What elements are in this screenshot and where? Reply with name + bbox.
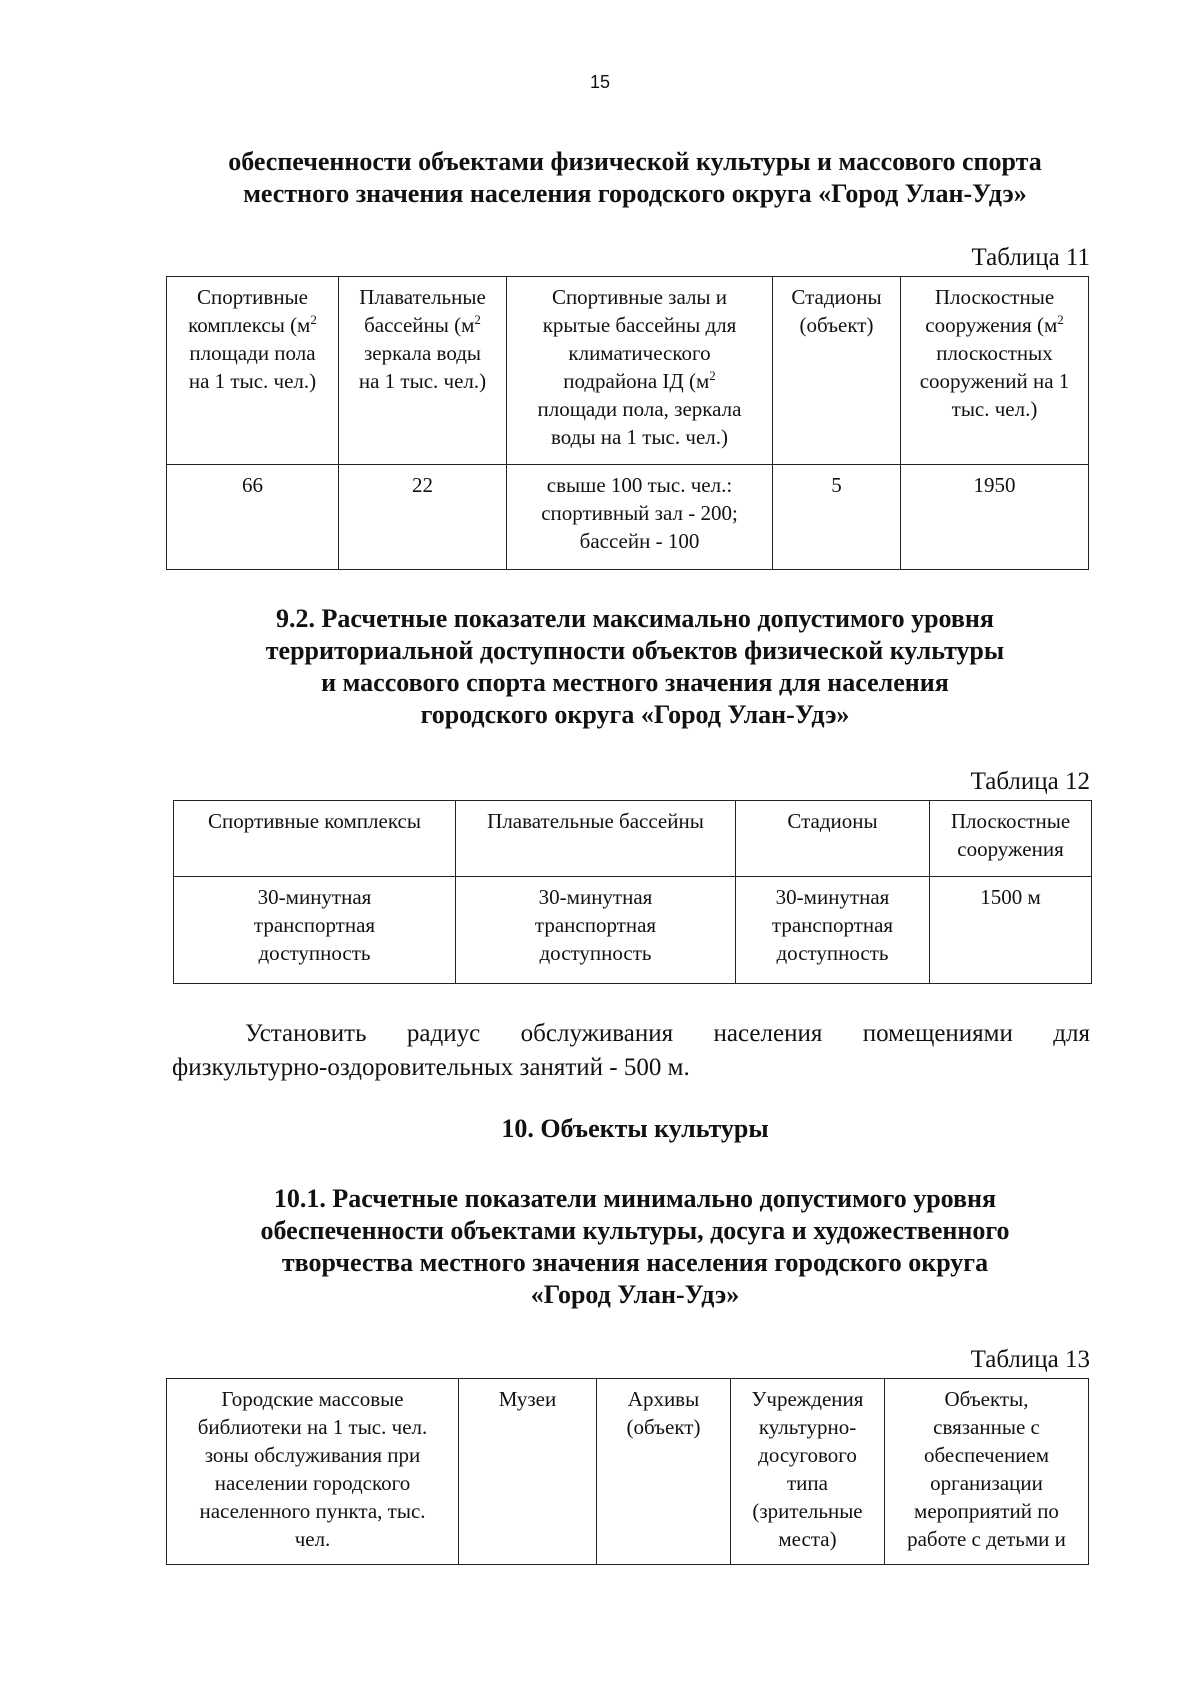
table-13-caption: Таблица 13	[970, 1346, 1090, 1373]
table-header-cell: Городские массовые библиотеки на 1 тыс. чел. зоны обслуживания при населении городского населенного пункта, тыс. чел.	[167, 1379, 459, 1565]
table-header-cell: Плоскостные сооружения ($м^2$ плоскостных сооружений на 1 тыс. чел.)	[901, 277, 1089, 465]
table-11-caption: Таблица 11	[971, 244, 1090, 271]
heading-line: городского округа «Город Улан-Удэ»	[420, 700, 850, 729]
table-header-cell: Плоскостные сооружения	[930, 801, 1092, 877]
table-header-cell: Стадионы	[736, 801, 930, 877]
table-13	[166, 1378, 1089, 1565]
table-cell: 66	[167, 465, 339, 570]
table-cell: 5	[773, 465, 901, 570]
paragraph-line: Установить радиус обслуживания населения помещениями для	[245, 1020, 1090, 1047]
table-12	[173, 800, 1092, 984]
table-header-row	[167, 1379, 1089, 1565]
table-header-cell: Стадионы (объект)	[773, 277, 901, 465]
table-row	[174, 877, 1092, 984]
table-12-caption: Таблица 12	[970, 768, 1090, 795]
table-row	[167, 465, 1089, 570]
section-heading-continued	[160, 146, 1110, 210]
table-header-cell: Учреждения культурно- досугового типа (зрительные места)	[731, 1379, 885, 1565]
table-header-row	[167, 277, 1089, 465]
paragraph-line: физкультурно-оздоровительных занятий - 500 м.	[172, 1054, 690, 1081]
table-header-cell: Музеи	[459, 1379, 597, 1565]
heading-line: местного значения населения городского округа «Город Улан-Удэ»	[243, 179, 1027, 208]
section-heading-10	[160, 1113, 1110, 1145]
body-paragraph	[172, 1017, 1090, 1085]
heading-line: 10. Объекты культуры	[501, 1114, 769, 1143]
heading-line: «Город Улан-Удэ»	[530, 1280, 740, 1309]
table-11	[166, 276, 1089, 570]
table-cell: 30-минутная транспортная доступность	[174, 877, 456, 984]
table-header-cell: Плавательные бассейны ($м^2$ зеркала воды на 1 тыс. чел.)	[339, 277, 507, 465]
table-cell: 1500 м	[930, 877, 1092, 984]
table-cell: 22	[339, 465, 507, 570]
heading-line: и массового спорта местного значения для населения	[321, 668, 949, 697]
table-header-cell: Спортивные комплексы	[174, 801, 456, 877]
table-cell: 1950	[901, 465, 1089, 570]
heading-line: территориальной доступности объектов физической культуры	[265, 636, 1005, 665]
table-header-cell: Архивы (объект)	[597, 1379, 731, 1565]
heading-line: обеспеченности объектами культуры, досуга и художественного	[260, 1216, 1010, 1245]
table-header-cell: Спортивные комплексы ($м^2$ площади пола на 1 тыс. чел.)	[167, 277, 339, 465]
section-heading-10-1	[160, 1183, 1110, 1311]
heading-line: 10.1. Расчетные показатели минимально допустимого уровня	[273, 1184, 997, 1213]
heading-line: обеспеченности объектами физической культуры и массового спорта	[228, 147, 1042, 176]
heading-line: 9.2. Расчетные показатели максимально допустимого уровня	[276, 604, 994, 633]
table-header-cell: Плавательные бассейны	[456, 801, 736, 877]
table-header-row	[174, 801, 1092, 877]
table-header-cell: Спортивные залы и крытые бассейны для климатического подрайона IД ($м^2$ площади пола, зеркала воды на 1 тыс. чел.)	[507, 277, 773, 465]
table-cell: 30-минутная транспортная доступность	[736, 877, 930, 984]
page-number: 15	[589, 72, 611, 92]
table-cell: 30-минутная транспортная доступность	[456, 877, 736, 984]
table-cell: свыше 100 тыс. чел.: спортивный зал - 200; бассейн - 100	[507, 465, 773, 570]
heading-line: творчества местного значения населения городского округа	[281, 1248, 989, 1277]
section-heading-9-2	[160, 603, 1110, 731]
table-header-cell: Объекты, связанные с обеспечением организации мероприятий по работе с детьми и	[885, 1379, 1089, 1565]
